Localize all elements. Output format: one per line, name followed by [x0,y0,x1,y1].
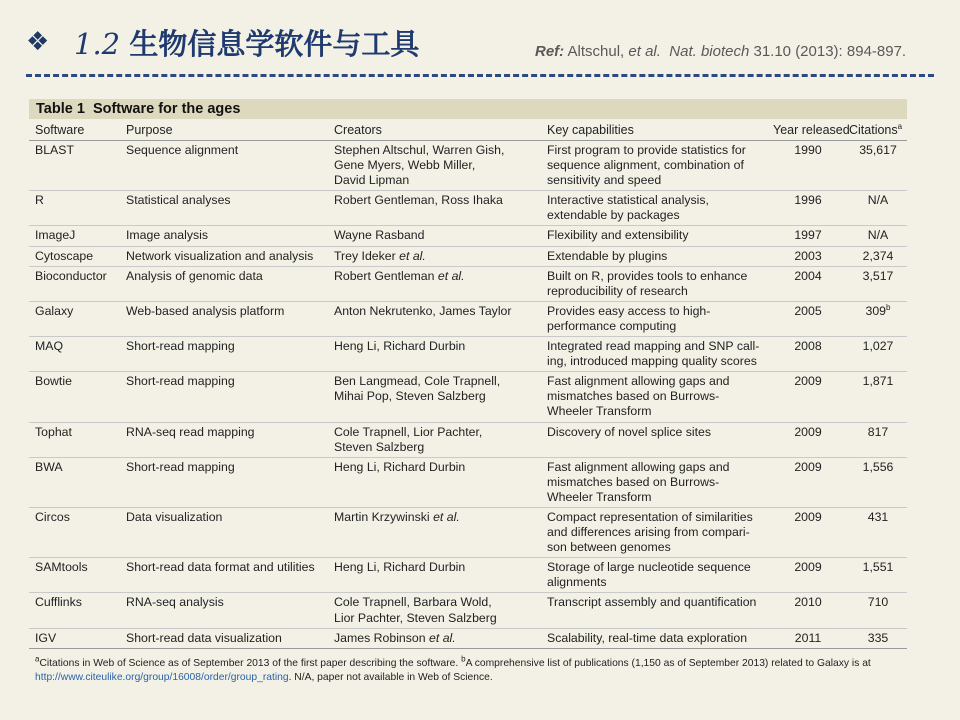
citations-footnote-mark: a [897,121,903,131]
table-row [29,558,907,593]
cell-purpose: Data visualization [120,507,328,557]
table-body [29,119,907,649]
cell-citations [843,301,907,336]
cell-capabilities [541,337,767,372]
table-row [29,337,907,372]
cell-purpose: Short-read data format and utilities [120,558,328,593]
citations-value: 35,617 [859,143,897,157]
cell-capabilities [541,628,767,648]
slide-title [74,22,419,63]
col-header-citations-label: Citations [849,122,898,137]
capabilities-line: mismatches based on Burrows- [547,474,720,489]
capabilities-line: Flexibility and extensibility [547,228,689,243]
citations-value: N/A [867,228,889,243]
cell-software: BLAST [29,141,120,191]
cell-year: 2009 [767,507,843,557]
cell-creators [328,457,541,507]
capabilities-line: Storage of large nucleotide sequence [547,560,751,575]
cell-citations [843,191,907,226]
capabilities-line: performance computing [547,318,677,333]
cell-software: Cytoscape [29,246,120,266]
footnote-text-a: Citations in Web of Science as of September 2013 of the first paper describing the software. [39,658,459,669]
cell-year: 2004 [767,266,843,301]
capabilities-line: sensitivity and speed [547,173,662,188]
cell-creators [328,246,541,266]
creators-line: Gene Myers, Webb Miller, [334,158,476,173]
creators-line: Anton Nekrutenko, James Taylor [334,303,512,318]
citations-value: 1,027 [862,339,894,354]
citations-sup: b [886,302,891,312]
cell-citations [843,457,907,507]
footnote-text-b: A comprehensive list of publications (1,150 as of September 2013) related to Galaxy is at [465,658,871,669]
citations-value: N/A [867,193,889,208]
creators-line: Heng Li, Richard Durbin [334,339,466,354]
capabilities-line: alignments [547,575,607,590]
creators-line: Ben Langmead, Cole Trapnell, [334,374,501,389]
cell-capabilities [541,507,767,557]
cell-creators [328,558,541,593]
cell-software: Circos [29,507,120,557]
col-header: Year released [767,119,843,141]
table-row [29,191,907,226]
cell-citations [843,266,907,301]
cell-creators [328,422,541,457]
diamond-bullet-icon: ❖ [26,27,50,57]
cell-citations [843,593,907,628]
cell-year: 2009 [767,558,843,593]
citations-value: 1,871 [862,374,894,389]
cell-software: R [29,191,120,226]
capabilities-line: Interactive statistical analysis, [547,193,709,208]
capabilities-line: son between genomes [547,540,671,555]
capabilities-line: and differences arising from compari- [547,525,750,540]
cell-capabilities [541,191,767,226]
citations-value: 3,517 [862,268,894,283]
capabilities-line: Extendable by plugins [547,248,668,263]
creators-line: Martin Krzywinski [334,509,430,524]
capabilities-line: First program to provide statistics for [547,143,746,157]
creators-line: Mihai Pop, Steven Salzberg [334,389,486,404]
cell-purpose: RNA-seq read mapping [120,422,328,457]
cell-creators [328,593,541,628]
ref-author: Altschul, [567,43,625,60]
ref-rest: 31.10 (2013): 894-897. [753,43,907,60]
dashed-divider [26,74,934,77]
cell-creators [328,507,541,557]
cell-capabilities [541,593,767,628]
cell-capabilities [541,457,767,507]
citations-value: 1,551 [862,560,894,575]
cell-capabilities [541,422,767,457]
cell-purpose: Web-based analysis platform [120,301,328,336]
table-footnote [35,654,915,685]
cell-capabilities [541,558,767,593]
capabilities-line: Compact representation of similarities [547,509,753,524]
ref-journal: Nat. biotech [669,43,750,60]
capabilities-line: Discovery of novel splice sites [547,424,712,439]
cell-citations [843,226,907,246]
cell-citations [843,337,907,372]
cell-purpose: Network visualization and analysis [120,246,328,266]
table-row [29,457,907,507]
cell-creators [328,372,541,422]
table-row [29,141,907,191]
cell-software: BWA [29,457,120,507]
cell-year: 2008 [767,337,843,372]
table-row [29,246,907,266]
cell-citations [843,558,907,593]
capabilities-line: Provides easy access to high- [547,303,711,318]
cell-creators [328,337,541,372]
table-row [29,507,907,557]
col-header: Key capabilities [541,119,767,141]
cell-capabilities [541,266,767,301]
software-table [29,99,907,649]
citations-value: 817 [867,424,889,439]
table-header-row [29,119,907,141]
cell-year: 2003 [767,246,843,266]
col-header: Software [29,119,120,141]
creators-line: Stephen Altschul, Warren Gish, [334,143,505,157]
col-header-citations [843,119,907,141]
creators-line: Heng Li, Richard Durbin [334,459,466,474]
creators-etal: et al. [437,268,465,283]
col-header: Creators [328,119,541,141]
creators-line: Heng Li, Richard Durbin [334,560,466,575]
cell-software: Galaxy [29,301,120,336]
cell-software: IGV [29,628,120,648]
title-text: 生物信息学软件与工具 [129,27,420,61]
creators-line: Cole Trapnell, Lior Pachter, [334,424,483,439]
cell-creators [328,226,541,246]
capabilities-line: Fast alignment allowing gaps and [547,459,730,474]
capabilities-line: Wheeler Transform [547,404,652,419]
footnote-link[interactable]: http://www.citeulike.org/group/16008/order/group_rating [35,672,289,683]
table-caption [29,99,907,119]
cell-year: 2009 [767,422,843,457]
citations-value: 710 [867,595,889,610]
cell-software: Bowtie [29,372,120,422]
capabilities-line: extendable by packages [547,208,680,223]
table-caption-label: Table 1 [36,101,85,117]
creators-line: Robert Gentleman, Ross Ihaka [334,193,503,208]
cell-citations [843,628,907,648]
cell-creators [328,141,541,191]
cell-capabilities [541,301,767,336]
creators-line: Steven Salzberg [334,439,425,454]
table-rows [29,141,907,649]
footnote-mark-a: a [35,654,40,664]
creators-etal: et al. [433,509,460,524]
cell-citations [843,246,907,266]
cell-year: 2011 [767,628,843,648]
table-row [29,593,907,628]
col-header: Purpose [120,119,328,141]
cell-capabilities [541,226,767,246]
cell-software: Cufflinks [29,593,120,628]
cell-purpose: Short-read mapping [120,337,328,372]
table-row [29,301,907,336]
table-row [29,372,907,422]
cell-year: 2010 [767,593,843,628]
cell-purpose: Short-read data visualization [120,628,328,648]
cell-year: 2009 [767,372,843,422]
creators-line: Trey Ideker [334,248,396,263]
cell-software: MAQ [29,337,120,372]
title-number: 1.2 [74,27,121,61]
cell-purpose: Statistical analyses [120,191,328,226]
cell-citations [843,372,907,422]
cell-purpose: Sequence alignment [120,141,328,191]
cell-capabilities [541,372,767,422]
cell-creators [328,191,541,226]
cell-creators [328,266,541,301]
cell-year: 2005 [767,301,843,336]
capabilities-line: sequence alignment, combination of [547,158,744,173]
cell-software: Tophat [29,422,120,457]
reference [535,43,906,60]
capabilities-line: Integrated read mapping and SNP call- [547,339,760,354]
cell-purpose: Analysis of genomic data [120,266,328,301]
table-row [29,226,907,246]
capabilities-line: Built on R, provides tools to enhance [547,268,748,283]
creators-line: David Lipman [334,173,410,188]
cell-software: SAMtools [29,558,120,593]
table-row [29,422,907,457]
capabilities-line: Transcript assembly and quantification [547,595,757,610]
citations-value: 309 [865,303,887,318]
capabilities-line: Wheeler Transform [547,489,652,504]
footnote-text-c: . N/A, paper not available in Web of Science. [288,672,493,683]
slide-header [0,0,960,90]
cell-capabilities [541,141,767,191]
creators-line: Lior Pachter, Steven Salzberg [334,610,497,625]
creators-etal: et al. [429,630,456,645]
capabilities-line: reproducibility of research [547,283,688,298]
cell-citations [843,507,907,557]
table-caption-title: Software for the ages [92,101,241,117]
cell-purpose: RNA-seq analysis [120,593,328,628]
cell-citations [843,422,907,457]
ref-etal: et al. [628,43,661,60]
citations-value: 2,374 [862,248,894,263]
creators-line: Cole Trapnell, Barbara Wold, [334,595,492,610]
cell-software: ImageJ [29,226,120,246]
citations-value: 335 [867,630,889,645]
citations-value: 431 [867,509,889,524]
cell-purpose: Short-read mapping [120,372,328,422]
capabilities-line: Fast alignment allowing gaps and [547,374,730,389]
cell-year: 1996 [767,191,843,226]
cell-year: 1990 [767,141,843,191]
citations-value: 1,556 [862,459,894,474]
footnote-mark-b: b [461,654,466,664]
cell-software: Bioconductor [29,266,120,301]
ref-label: Ref: [535,43,565,60]
cell-capabilities [541,246,767,266]
creators-line: Robert Gentleman [334,268,435,283]
cell-purpose: Short-read mapping [120,457,328,507]
cell-creators [328,301,541,336]
cell-purpose: Image analysis [120,226,328,246]
table-row [29,266,907,301]
creators-etal: et al. [399,248,426,263]
cell-creators [328,628,541,648]
capabilities-line: mismatches based on Burrows- [547,389,720,404]
creators-line: James Robinson [334,630,426,645]
creators-line: Wayne Rasband [334,228,425,243]
capabilities-line: ing, introduced mapping quality scores [547,354,757,369]
cell-citations [843,141,907,191]
capabilities-line: Scalability, real-time data exploration [547,630,748,645]
cell-year: 2009 [767,457,843,507]
table-row [29,628,907,648]
cell-year: 1997 [767,226,843,246]
